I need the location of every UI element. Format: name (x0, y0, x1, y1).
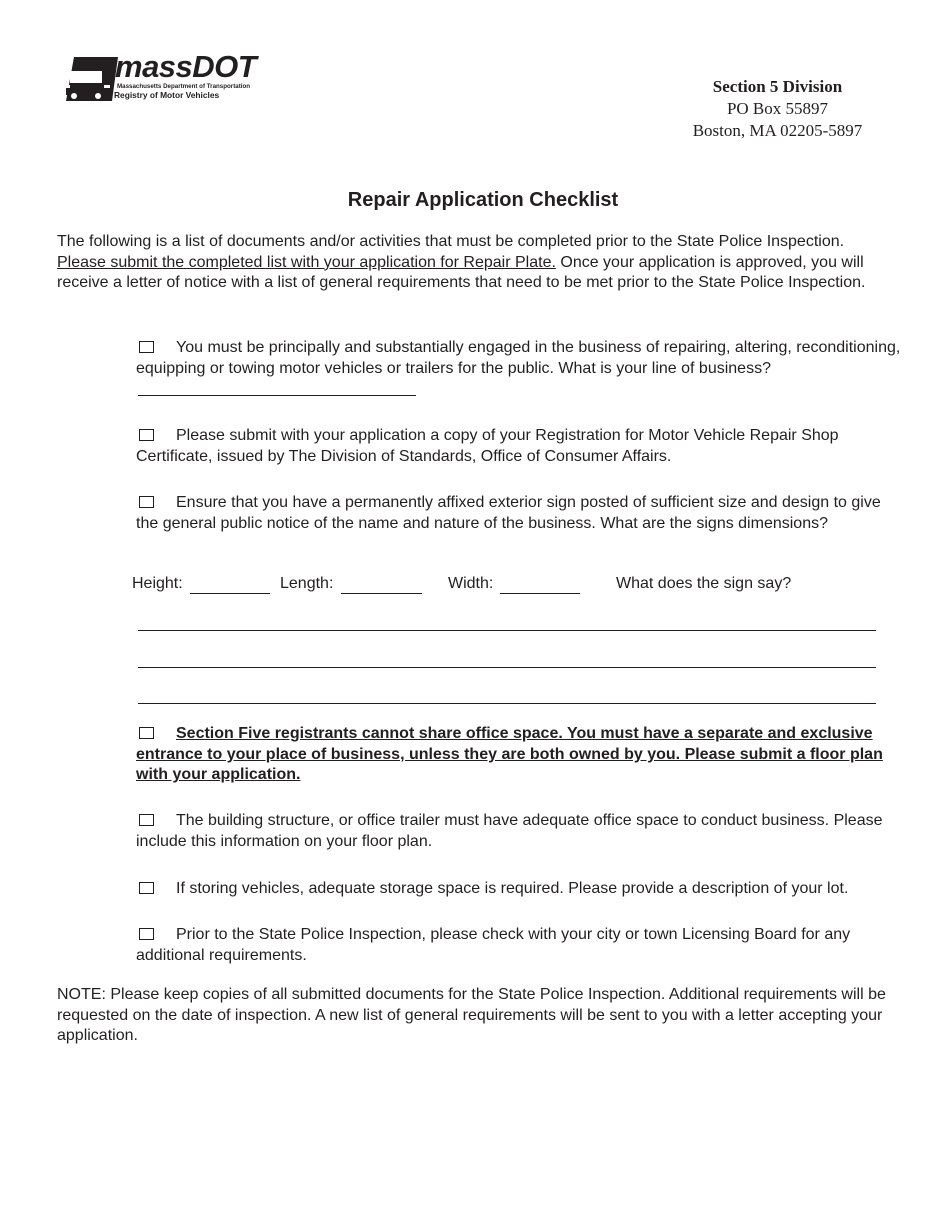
checklist-item-line-of-business (136, 338, 906, 400)
checklist-item-text: The building structure, or office trailer must have adequate office space to conduct business. Please include this information on your floor plan. (136, 812, 883, 850)
logo-wordmark: massDOT (115, 49, 257, 84)
address-city: Boston, MA 02205-5897 (692, 121, 863, 140)
massdot-logo (62, 49, 282, 103)
page-title: Repair Application Checklist (347, 189, 619, 211)
sign-text-line-3[interactable] (138, 703, 876, 704)
logo-subtitle-2: Registry of Motor Vehicles (114, 90, 220, 100)
mailing-address (660, 76, 895, 142)
checklist-item-office-space (136, 724, 886, 786)
checklist-item-text: Please submit with your application a copy of your Registration for Motor Vehicle Repair Shop Certificate, issued by The Division of Standards, Office of Consumer Affairs. (136, 427, 839, 465)
length-field[interactable] (341, 593, 422, 594)
width-field[interactable] (500, 593, 580, 594)
sign-text-line-1[interactable] (138, 630, 876, 631)
checkbox[interactable] (139, 429, 154, 441)
address-division: Section 5 Division (712, 77, 843, 96)
checklist-item-licensing-board (136, 925, 906, 966)
logo-subtitle: Massachusetts Department of Transportation (117, 83, 251, 90)
checklist-item-text: Prior to the State Police Inspection, please check with your city or town Licensing Board for any additional requirements. (136, 926, 851, 964)
intro-paragraph (57, 232, 893, 294)
intro-underlined-text: Please submit the completed list with your application for Repair Plate. (57, 253, 556, 271)
sign-text-line-2[interactable] (138, 667, 876, 668)
checklist-item-vehicle-storage (136, 879, 906, 900)
checkbox[interactable] (139, 882, 154, 894)
length-label: Length: (280, 575, 334, 592)
checklist-item-text: You must be principally and substantially engaged in the business of repairing, altering, reconditioning, equipping or towing motor vehicles or trailers for the public. What is your line of business? (136, 339, 901, 377)
line-of-business-field[interactable] (138, 381, 416, 396)
height-label: Height: (132, 575, 183, 592)
checkbox[interactable] (139, 496, 154, 508)
checklist-item-text: Ensure that you have a permanently affixed exterior sign posted of sufficient size and design to give the general public notice of the name and nature of the business. What are the signs dimensions? (136, 494, 881, 532)
height-field[interactable] (190, 593, 270, 594)
checklist-item-text: Section Five registrants cannot share office space. You must have a separate and exclusive entrance to your place of business, unless they are both owned by you. Please submit a floor plan with your application. (136, 725, 883, 784)
note-paragraph: NOTE: Please keep copies of all submitted documents for the State Police Inspection. Additional requirements will be requested on the date of inspection. A new list of general requirements will be sent to you with a letter accepting your application. (57, 986, 886, 1045)
sign-dimensions-row (132, 575, 892, 597)
checkbox[interactable] (139, 814, 154, 826)
address-po-box: PO Box 55897 (726, 99, 829, 118)
checklist-item-exterior-sign (136, 493, 896, 534)
checkbox[interactable] (139, 727, 154, 739)
car-icon (62, 55, 118, 103)
checklist-item-registration-certificate (136, 426, 906, 467)
checkbox[interactable] (139, 341, 154, 353)
checklist-item-building-structure (136, 811, 906, 852)
intro-text-2: Once your application is approved, you will receive a letter of notice with a list of general requirements that need to be met prior to the State Police Inspection. (57, 253, 866, 292)
intro-text-1: The following is a list of documents and/or activities that must be completed prior to the State Police Inspection. (57, 233, 845, 250)
checklist-item-text: If storing vehicles, adequate storage space is required. Please provide a description of your lot. (176, 880, 849, 897)
sign-text-question: What does the sign say? (616, 575, 792, 592)
checkbox[interactable] (139, 928, 154, 940)
width-label: Width: (448, 575, 494, 592)
